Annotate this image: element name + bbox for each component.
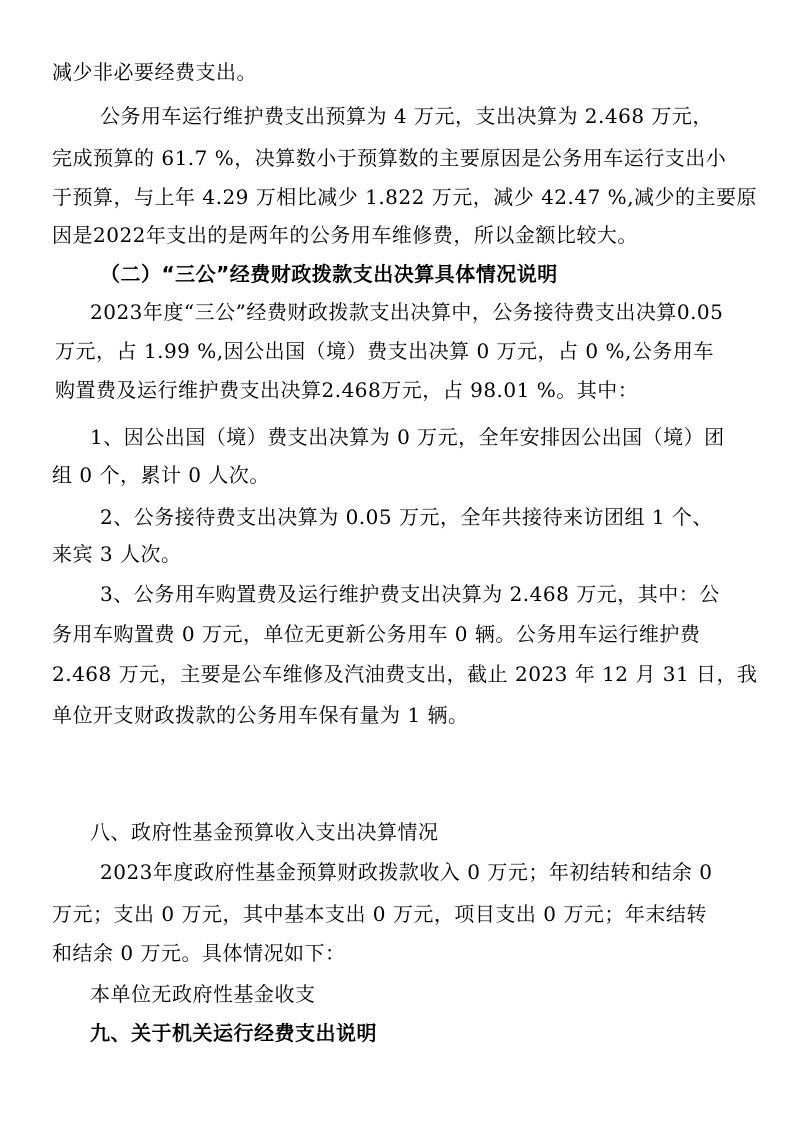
paragraph-line: 公务用车运行维护费支出预算为 4 万元，支出决算为 2.468 万元， xyxy=(100,104,713,128)
list-item-line: 2.468 万元，主要是公车维修及汽油费支出，截止 2023 年 12 月 31 日，我 xyxy=(52,662,758,686)
paragraph-line: 2023年度“三公”经费财政拨款支出决算中，公务接待费支出决算0.05 xyxy=(90,300,724,324)
section-heading: 八、政府性基金预算收入支出决算情况 xyxy=(90,820,439,844)
section-heading: （二）“三公”经费财政拨款支出决算具体情况说明 xyxy=(100,262,558,286)
list-item-line: 组 0 个，累计 0 人次。 xyxy=(52,463,270,487)
list-item-line: 来宾 3 人次。 xyxy=(52,542,182,566)
paragraph-line: 和结余 0 万元。具体情况如下： xyxy=(52,941,346,965)
section-heading: 九、关于机关运行经费支出说明 xyxy=(90,1021,377,1045)
paragraph-line: 本单位无政府性基金收支 xyxy=(90,982,316,1006)
list-item-line: 务用车购置费 0 万元，单位无更新公务用车 0 辆。公务用车运行维护费 xyxy=(52,622,701,646)
paragraph-line: 万元，占 1.99 %,因公出国（境）费支出决算 0 万元，占 0 %,公务用车 xyxy=(55,339,714,363)
list-item-line: 3、公务用车购置费及运行维护费支出决算为 2.468 万元，其中：公 xyxy=(100,582,720,606)
list-item-line: 2、公务接待费支出决算为 0.05 万元，全年共接待来访团组 1 个、 xyxy=(100,505,713,529)
paragraph-line: 2023年度政府性基金预算财政拨款收入 0 万元；年初结转和结余 0 xyxy=(100,860,713,884)
paragraph-line: 万元；支出 0 万元，其中基本支出 0 万元，项目支出 0 万元；年末结转 xyxy=(52,902,707,926)
list-item-line: 1、因公出国（境）费支出决算为 0 万元，全年安排因公出国（境）团 xyxy=(90,425,725,449)
paragraph-line: 于预算，与上年 4.29 万相比减少 1.822 万元，减少 42.47 %,减少的主要原 xyxy=(52,185,758,209)
list-item-line: 单位开支财政拨款的公务用车保有量为 1 辆。 xyxy=(52,703,469,727)
paragraph-line: 因是2022年支出的是两年的公务用车维修费，所以金额比较大。 xyxy=(52,223,638,247)
paragraph-line: 完成预算的 61.7 %，决算数小于预算数的主要原因是公务用车运行支出小 xyxy=(52,146,727,170)
paragraph-line: 减少非必要经费支出。 xyxy=(52,60,257,84)
paragraph-line: 购置费及运行维护费支出决算2.468万元，占 98.01 %。其中： xyxy=(55,378,639,402)
